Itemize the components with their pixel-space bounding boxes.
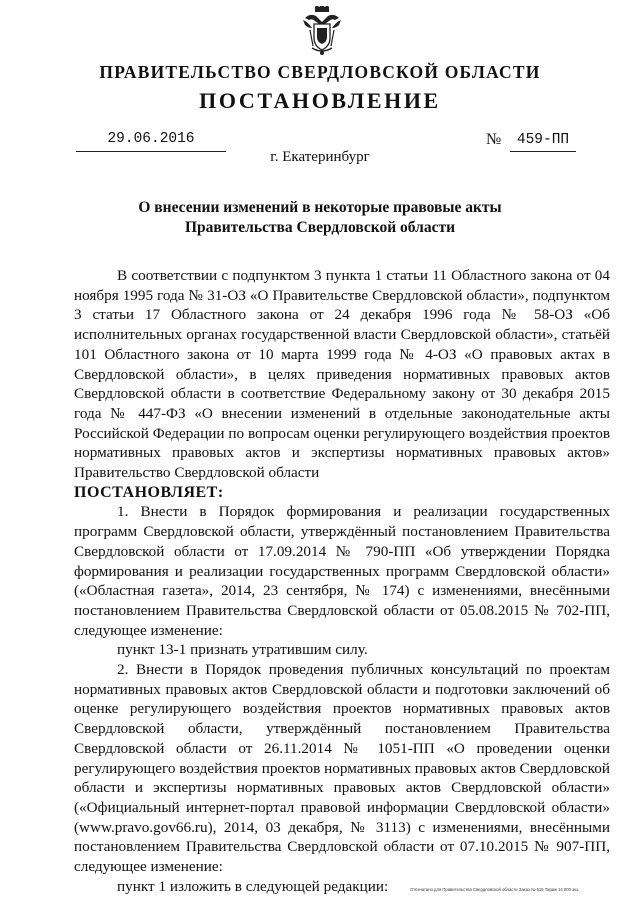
organization-name: ПРАВИТЕЛЬСТВО СВЕРДЛОВСКОЙ ОБЛАСТИ	[99, 62, 541, 82]
document-type: ПОСТАНОВЛЕНИЕ	[199, 88, 441, 113]
print-note: Отпечатано для Правительства Свердловской области Заказ № 515 Тираж 14 000 экз.	[410, 887, 580, 892]
title-line-2: Правительства Свердловской области	[184, 219, 456, 236]
item-1-sub-paragraph: пункт 13-1 признать утратившим силу.	[117, 641, 368, 659]
title-line-1: О внесении изменений в некоторые правовые акты	[138, 199, 502, 216]
city: г. Екатеринбург	[270, 149, 370, 165]
item-2-sub-paragraph: пункт 1 изложить в следующей редакции:	[117, 877, 389, 895]
number-label: №	[486, 131, 502, 148]
document-title	[0, 198, 640, 238]
document-date: 29.06.2016	[107, 131, 195, 147]
preamble-paragraph: В соответствии с подпунктом 3 пункта 1 статьи 11 Областного закона от 04 ноября 1995 года № 31-ОЗ «О Правительстве Свердловской области», подпунктом 3 статьи 17 Областного закона от 24 декабря 1996 года № 58-ОЗ «Об исполнительных органах государственной власти Свердловской области», статьёй 101 Областного закона от 10 марта 1999 года № 4-ОЗ «О правовых актах в Свердловской области», в целях приведения нормативных правовых актов Свердловской области в соответствие Федеральному закону от 30 декабря 2015 года № 447-ФЗ «О внесении изменений в отдельные законодательные акты Российской Федерации по вопросам оценки регулирующего воздействия проектов нормативных правовых актов и экспертизы нормативных правовых актов» Правительство Свердловской области	[74, 267, 610, 482]
decree-heading: ПОСТАНОВЛЯЕТ:	[74, 483, 224, 501]
item-1-paragraph: 1. Внести в Порядок формирования и реализации государственных программ Свердловской области, утверждённый постановлением Правительства Свердловской области от 17.09.2014 № 790-ПП «Об утверждении Порядка формирования и реализации государственных программ Свердловской области» («Областная газета», 2014, 23 сентября, № 174) с изменениями, внесёнными постановлением Правительства Свердловской области от 05.08.2015 № 702-ПП, следующее изменение:	[74, 503, 610, 639]
document-body	[74, 266, 610, 897]
document-number: 459-ПП	[516, 132, 570, 148]
item-2-paragraph: 2. Внести в Порядок проведения публичных консультаций по проектам нормативных правовых актов Свердловской области и подготовки заключений об оценке регулирующего воздействия проектов нормативных правовых актов Свердловской области, утверждённый постановлением Правительства Свердловской области от 26.11.2014 № 1051-ПП «О проведении оценки регулирующего воздействия проектов нормативных правовых актов Свердловской области и экспертизы нормативных правовых актов Свердловской области» («Официальный интернет-портал правовой информации Свердловской области» (www.pravo.gov66.ru), 2014, 03 декабря, № 3113) с изменениями, внесёнными постановлением Правительства Свердловской области от 07.10.2015 № 907-ПП, следующее изменение:	[74, 661, 610, 876]
coat-of-arms-icon	[302, 6, 342, 56]
